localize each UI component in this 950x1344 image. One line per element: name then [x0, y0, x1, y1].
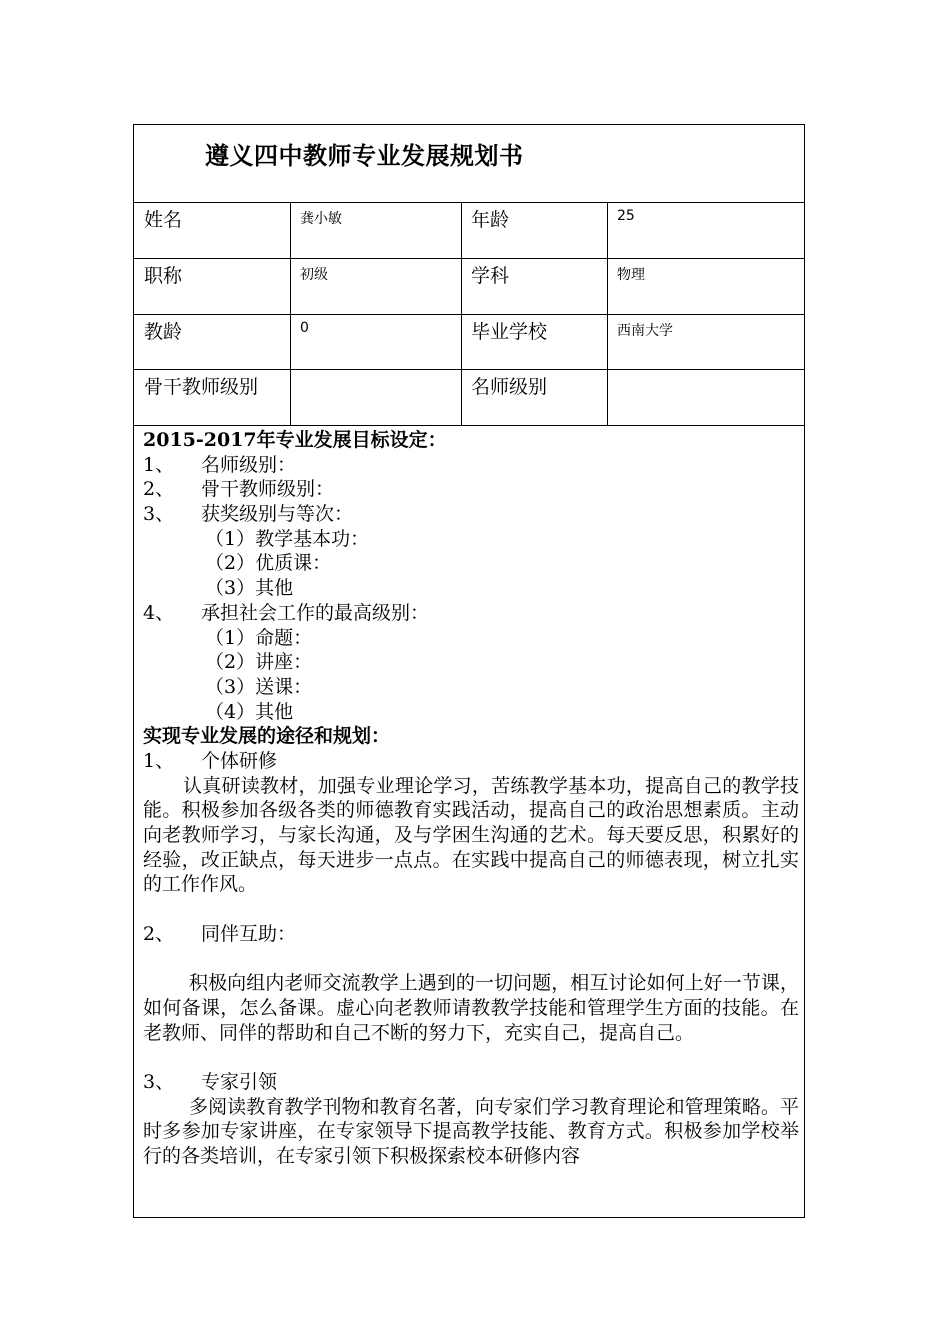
table-col-divider	[607, 202, 608, 425]
goals-heading: 2015-2017年专业发展目标设定：	[143, 429, 447, 451]
age-label: 年龄	[471, 209, 510, 231]
table-row-divider	[133, 425, 805, 426]
table-row-divider	[133, 202, 805, 203]
list-item: 2、 骨干教师级别：	[143, 478, 335, 501]
sub-item: （1）教学基本功：	[205, 527, 370, 550]
sub-item: （3）其他	[205, 577, 294, 600]
list-item: 3、 获奖级别与等次：	[143, 503, 354, 526]
backbone-label: 骨干教师级别	[144, 376, 259, 398]
table-row-divider	[133, 258, 805, 259]
name-value: 龚小敏	[300, 211, 342, 227]
sub-item: （3）送课：	[205, 675, 313, 698]
paths-heading: 实现专业发展的途径和规划：	[143, 725, 391, 748]
path-item-title: 3、 专家引领	[143, 1071, 278, 1093]
years-label: 教龄	[144, 321, 183, 343]
subject-label: 学科	[471, 265, 510, 287]
table-col-divider	[290, 202, 291, 425]
path-item-title: 2、 同伴互助：	[143, 922, 297, 945]
table-row-divider	[133, 369, 805, 370]
name-label: 姓名	[144, 209, 183, 231]
sub-item: （2）优质课：	[205, 552, 332, 575]
list-item: 4、 承担社会工作的最高级别：	[143, 601, 430, 624]
subject-value: 物理	[617, 267, 645, 283]
path-paragraph: 认真研读教材，加强专业理论学习，苦练教学基本功，提高自己的教学技能。积极参加各级各类的师德教育实践活动，提高自己的政治思想素质。主动向老教师学习，与家长沟通，及与学困生沟通的艺术。每天要反思，积累好的经验，改正缺点，每天进步一点点。在实践中提高自己的师德表现，树立扎实的工作作风。	[143, 774, 799, 896]
path-item-title: 1、 个体研修	[143, 749, 278, 772]
plan-body	[143, 428, 799, 1169]
table-col-divider	[461, 202, 462, 425]
sub-item: （1）命题：	[205, 626, 313, 649]
list-item: 1、 名师级别：	[143, 453, 297, 476]
sub-item: （2）讲座：	[205, 651, 313, 674]
famous-label: 名师级别	[471, 376, 548, 398]
path-paragraph: 积极向组内老师交流教学上遇到的一切问题，相互讨论如何上好一节课，如何备课，怎么备课。虚心向老教师请教教学技能和管理学生方面的技能。在老教师、同伴的帮助和自己不断的努力下，充实自己，提高自己。	[143, 972, 799, 1044]
school-label: 毕业学校	[471, 321, 548, 343]
sub-item: （4）其他	[205, 700, 294, 723]
years-value: 0	[300, 320, 309, 336]
rank-label: 职称	[144, 265, 183, 287]
rank-value: 初级	[300, 267, 328, 283]
age-value: 25	[617, 208, 635, 224]
page-title: 遵义四中教师专业发展规划书	[205, 142, 524, 170]
path-paragraph: 多阅读教育教学刊物和教育名著，向专家们学习教育理论和管理策略。平时多参加专家讲座，在专家领导下提高教学技能、教育方式。积极参加学校举行的各类培训，在专家引领下积极探索校本研修内容	[143, 1095, 799, 1168]
table-row-divider	[133, 314, 805, 315]
school-value: 西南大学	[617, 323, 673, 339]
